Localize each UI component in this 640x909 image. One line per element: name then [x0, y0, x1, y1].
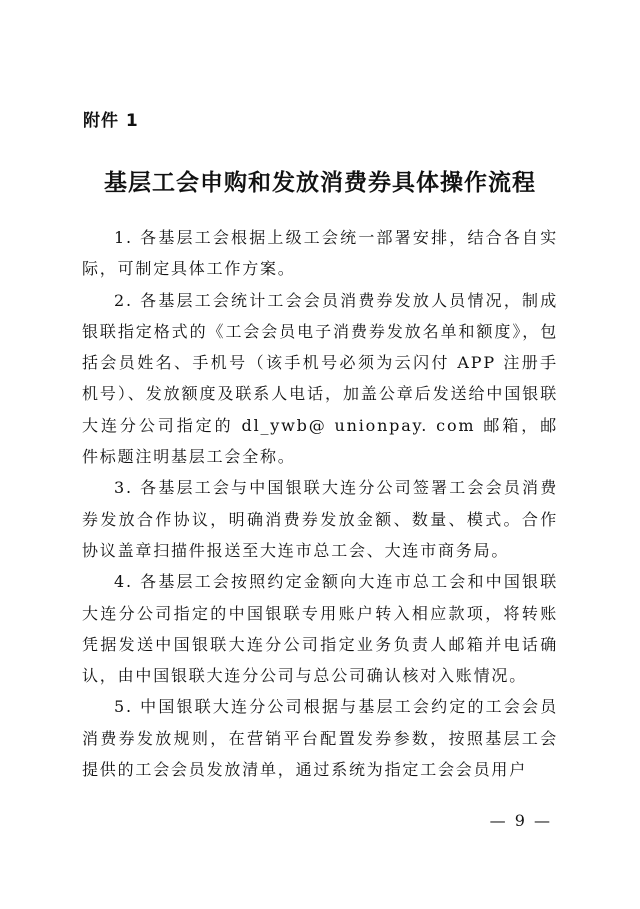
attachment-label: 附件 1 — [83, 111, 139, 131]
paragraph-step-3: 3. 各基层工会与中国银联大连分公司签署工会会员消费券发放合作协议，明确消费券发放金额、数量、模式。合作协议盖章扫描件报送至大连市总工会、大连市商务局。 — [82, 478, 558, 560]
document-body — [82, 222, 558, 785]
paragraph-step-2: 2. 各基层工会统计工会会员消费券发放人员情况，制成银联指定格式的《工会会员电子消费券发放名单和额度》，包括会员姓名、手机号（该手机号必须为云闪付 APP 注册手机号）、发放额度及联系人电话，加盖公章后发送给中国银联大连分公司指定的 dl_ywb@ unionpay. com 邮箱，邮件标题注明基层工会全称。 — [82, 290, 558, 467]
document-title: 基层工会申购和发放消费券具体操作流程 — [104, 169, 536, 196]
paragraph-step-1: 1. 各基层工会根据上级工会统一部署安排，结合各自实际，可制定具体工作方案。 — [82, 228, 558, 279]
paragraph-step-5: 5. 中国银联大连分公司根据与基层工会约定的工会会员消费券发放规则，在营销平台配置发券参数，按照基层工会提供的工会会员发放清单，通过系统为指定工会会员用户 — [82, 697, 558, 780]
paragraph-step-4: 4. 各基层工会按照约定金额向大连市总工会和中国银联大连分公司指定的中国银联专用账户转入相应款项，将转账凭据发送中国银联大连分公司指定业务负责人邮箱并电话确认，由中国银联大连分公司与总公司确认核对入账情况。 — [82, 572, 558, 686]
page-number: — 9 — — [489, 811, 552, 830]
